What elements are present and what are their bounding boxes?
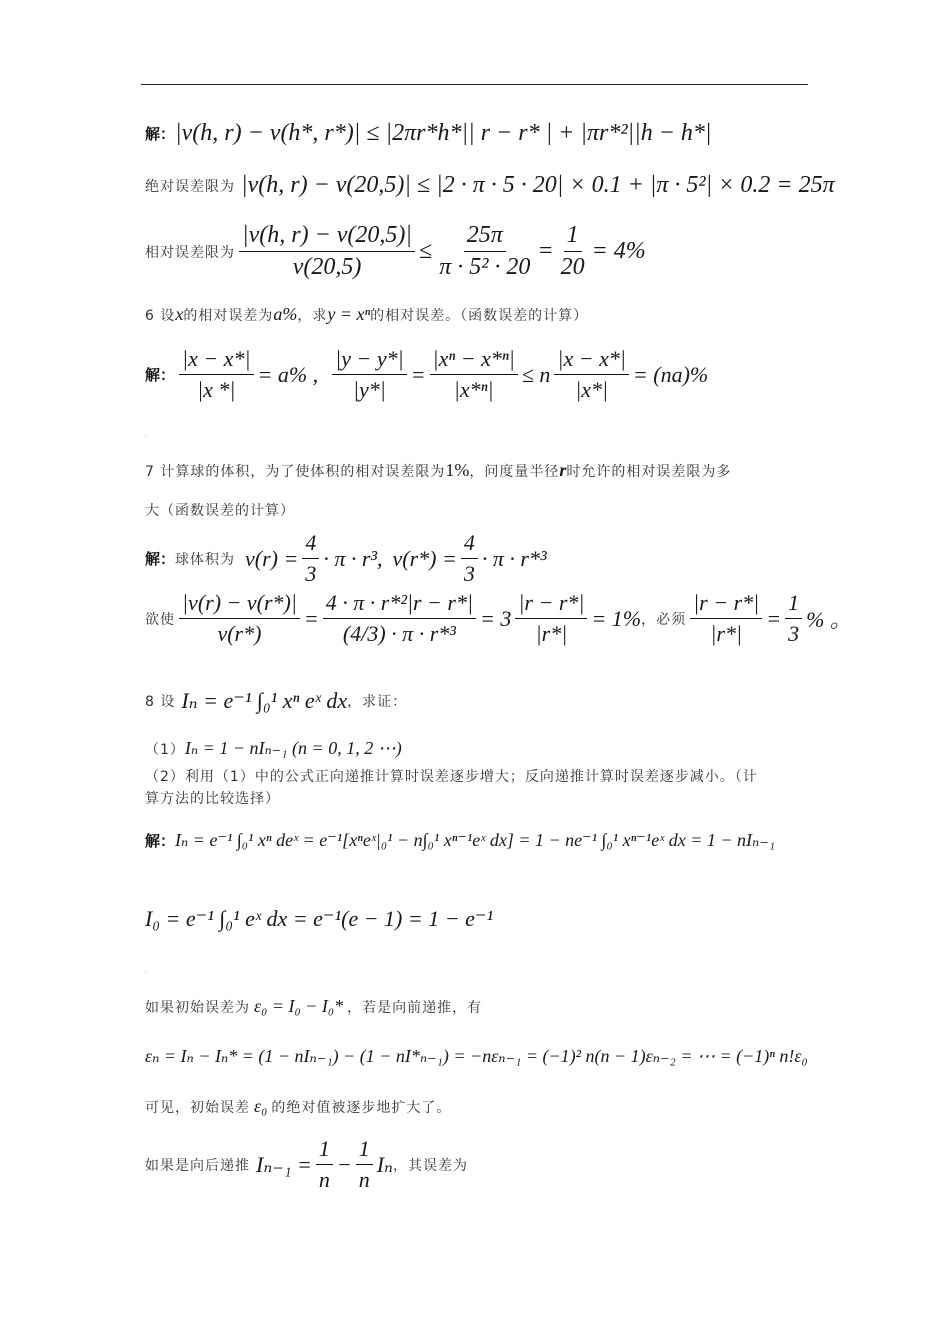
- fraction-denominator: v(r*): [217, 621, 262, 646]
- p3-rhs: Iₙ: [376, 1151, 393, 1177]
- q6-text-a: 6 设: [145, 307, 176, 324]
- sol7b-eq3: = 3: [480, 605, 512, 631]
- solution-line-1: [145, 120, 712, 147]
- q8-item1-label: （1）: [145, 741, 185, 758]
- sol7-fraction-1: [302, 530, 319, 587]
- solution-label: 解：: [145, 832, 176, 850]
- fraction-denominator: |x*ⁿ|: [453, 377, 494, 402]
- absolute-error-label: 绝对误差限为: [145, 178, 235, 195]
- solution-7: [145, 530, 547, 587]
- fraction-numerator: |v(r) − v(r*)|: [179, 590, 300, 619]
- q7-text-c: 时允许的相对误差限为多: [566, 463, 732, 480]
- sol7b-fraction-4: [690, 590, 762, 647]
- q8-tail: ，求证：: [347, 694, 408, 710]
- sol7-lead: 球体积为: [175, 551, 236, 568]
- fraction-numerator: 1: [316, 1136, 333, 1165]
- fraction-denominator: n: [318, 1167, 330, 1192]
- fraction-denominator: 3: [463, 561, 475, 586]
- sol8-initial-value: I₀ = e⁻¹ ∫₀¹ eˣ dx = e⁻¹(e − 1) = 1 − e⁻¹: [145, 906, 494, 931]
- sol7-fraction-2: [461, 530, 478, 587]
- sol8-derivation: Iₙ = e⁻¹ ∫₀¹ xⁿ deˣ = e⁻¹[xⁿeˣ|₀¹ − n∫₀¹ xⁿ⁻¹eˣ dx] = 1 − ne⁻¹ ∫₀¹ xⁿ⁻¹eˣ dx = 1 − nIₙ₋₁: [175, 830, 776, 850]
- fraction-denominator: 3: [305, 561, 317, 586]
- stray-mark: .: [145, 968, 147, 975]
- fraction-numerator: |xⁿ − x*ⁿ|: [430, 346, 518, 375]
- relative-error-fraction-3: [558, 222, 588, 281]
- paragraph-initial-error: [145, 996, 482, 1017]
- relative-error-result: = 4%: [591, 238, 646, 264]
- fraction-denominator: |x*|: [575, 377, 609, 402]
- q6-var-x: x: [175, 304, 184, 324]
- sol6-le-n: ≤ n: [521, 361, 551, 387]
- solution-label: 解：: [145, 125, 176, 143]
- solution-label: 解：: [145, 550, 176, 568]
- fraction-numerator: 1: [785, 590, 802, 619]
- p1-text-b: ，若是向前递推，有: [347, 999, 483, 1016]
- fraction-denominator: (4/3) · π · r*³: [342, 621, 456, 646]
- q7-percent: 1%: [445, 460, 470, 480]
- question-7-line-2: 大（函数误差的计算）: [145, 503, 295, 519]
- fraction-denominator: 20: [560, 254, 585, 280]
- fraction-denominator: |x *|: [197, 377, 236, 402]
- eq-sign: =: [537, 238, 554, 264]
- sol7b-eq-pct: = 1%: [591, 605, 642, 631]
- solution-8-line-2: [145, 906, 493, 932]
- absolute-error-line: [145, 172, 835, 199]
- header-rule: [141, 84, 808, 85]
- epsilon-formula: εₙ = Iₙ − Iₙ* = (1 − nIₙ₋₁) − (1 − nI*ₙ₋₁) = −nεₙ₋₁ = (−1)² n(n − 1)εₙ₋₂ = ⋯ = (−1)ⁿ n!ε₀: [145, 1046, 808, 1066]
- fraction-denominator: |r*|: [535, 621, 568, 646]
- solution-label: 解：: [145, 366, 176, 384]
- fraction-numerator: |x − x*|: [179, 346, 253, 375]
- question-7-line-1: [145, 460, 731, 481]
- inequality-formula: |v(h, r) − v(h*, r*)| ≤ |2πr*h*|| r − r* | + |πr*²||h − h*|: [175, 120, 712, 146]
- sol7b-lead: 欲使: [145, 611, 175, 628]
- p3-text-b: ，其误差为: [392, 1157, 468, 1174]
- fraction-denominator: n: [358, 1167, 370, 1192]
- fraction-numerator: 25π: [464, 222, 506, 252]
- fraction-numerator: 4: [461, 530, 478, 559]
- sol7-rest1: · π · r³,: [323, 545, 383, 571]
- p3-lhs: Iₙ₋₁ =: [256, 1151, 312, 1177]
- q6-a-percent: a%: [273, 304, 298, 324]
- q6-equation: y = xⁿ: [327, 304, 371, 324]
- p2-text-b: 的绝对值被逐步地扩大了。: [271, 1099, 452, 1116]
- sol7b-fraction-3: [515, 590, 587, 647]
- q8-item-2: （2）利用（1）中的公式正向递推计算时误差逐步增大；反向递推计算时误差逐步减小。（计: [145, 769, 758, 785]
- relative-error-label: 相对误差限为: [145, 244, 235, 261]
- fraction-numerator: |v(h, r) − v(20,5)|: [239, 222, 415, 252]
- fraction-numerator: |r − r*|: [515, 590, 587, 619]
- q8-item-1: [145, 738, 402, 759]
- epsilon-recursion: [145, 1046, 808, 1067]
- relative-error-fraction-1: [239, 222, 415, 281]
- paragraph-backward: [145, 1136, 468, 1193]
- sol7-rest2: · π · r*³: [481, 545, 547, 571]
- fraction-numerator: |x − x*|: [554, 346, 628, 375]
- sol7b-fraction-result: [785, 590, 802, 647]
- p1-formula: ε₀ = I₀ − I₀*: [254, 996, 344, 1016]
- le-sign: ≤: [419, 238, 433, 264]
- q7-var-r: r: [559, 460, 567, 480]
- sol6-result: = (na)%: [632, 361, 709, 387]
- q8-item1-formula: Iₙ = 1 − nIₙ₋₁ (n = 0, 1, 2 ⋯): [184, 738, 402, 758]
- q6-text-d: 的相对误差。（函数误差的计算）: [370, 307, 589, 324]
- eq-sign: =: [410, 361, 426, 387]
- paragraph-conclusion: [145, 1096, 451, 1117]
- fraction-denominator: v(20,5): [292, 254, 362, 280]
- p1-text-a: 如果初始误差为: [145, 999, 250, 1016]
- fraction-numerator: 1: [564, 222, 582, 252]
- solution-7-condition: [145, 590, 852, 647]
- fraction-denominator: π · 5² · 20: [439, 254, 531, 280]
- sol7-vr: v(r) =: [245, 545, 299, 571]
- stray-mark: .: [145, 432, 147, 439]
- p3-fraction-1: [316, 1136, 333, 1193]
- p3-fraction-2: [356, 1136, 373, 1193]
- sol6-fraction-2: [332, 346, 406, 403]
- solution-8-line-1: [145, 830, 775, 851]
- relative-error-fraction-2: [436, 222, 533, 281]
- q6-text-c: ，求: [297, 307, 328, 324]
- sol6-fraction-4: [554, 346, 628, 403]
- question-8: [145, 688, 407, 714]
- fraction-denominator: |r*|: [710, 621, 742, 646]
- eq-sign: =: [766, 605, 782, 631]
- fraction-denominator: 3: [788, 621, 800, 646]
- q8-item-2-cont: 算方法的比较选择）: [145, 791, 280, 807]
- q6-text-b: 的相对误差为: [183, 307, 274, 324]
- absolute-error-formula: |v(h, r) − v(20,5)| ≤ |2 · π · 5 · 20| × 0.1 + |π · 5²| × 0.2 = 25π: [241, 172, 835, 198]
- relative-error-line: [145, 222, 646, 281]
- sol7b-fraction-1: [179, 590, 300, 647]
- q7-text-b: ，问度量半径: [469, 463, 560, 480]
- fraction-numerator: 4: [302, 530, 319, 559]
- p2-text-a: 可见，初始误差: [145, 1099, 250, 1116]
- fraction-denominator: |y*|: [352, 377, 386, 402]
- fraction-numerator: 4 · π · r*²|r − r*|: [323, 590, 476, 619]
- q8-formula: Iₙ = e⁻¹ ∫₀¹ xⁿ eˣ dx: [181, 688, 348, 713]
- p2-epsilon: ε₀: [254, 1096, 268, 1116]
- q7-text-a: 7 计算球的体积，为了使体积的相对误差限为: [145, 463, 446, 480]
- sol6-fraction-3: [430, 346, 518, 403]
- sol7-vrs: v(r*) =: [392, 545, 457, 571]
- sol7b-tail: % 。: [806, 607, 852, 632]
- q8-lead: 8 设: [145, 694, 176, 710]
- sol6-eq1: = a% ,: [257, 361, 319, 387]
- solution-6: [145, 346, 708, 403]
- fraction-numerator: |y − y*|: [332, 346, 406, 375]
- question-6: [145, 304, 588, 325]
- p3-minus: −: [336, 1151, 352, 1177]
- p3-text-a: 如果是向后递推: [145, 1157, 250, 1174]
- sol7b-must: ，必须: [641, 611, 687, 628]
- fraction-numerator: |r − r*|: [690, 590, 762, 619]
- eq-sign: =: [303, 605, 319, 631]
- sol6-fraction-1: [179, 346, 253, 403]
- sol7b-fraction-2: [323, 590, 476, 647]
- fraction-numerator: 1: [356, 1136, 373, 1165]
